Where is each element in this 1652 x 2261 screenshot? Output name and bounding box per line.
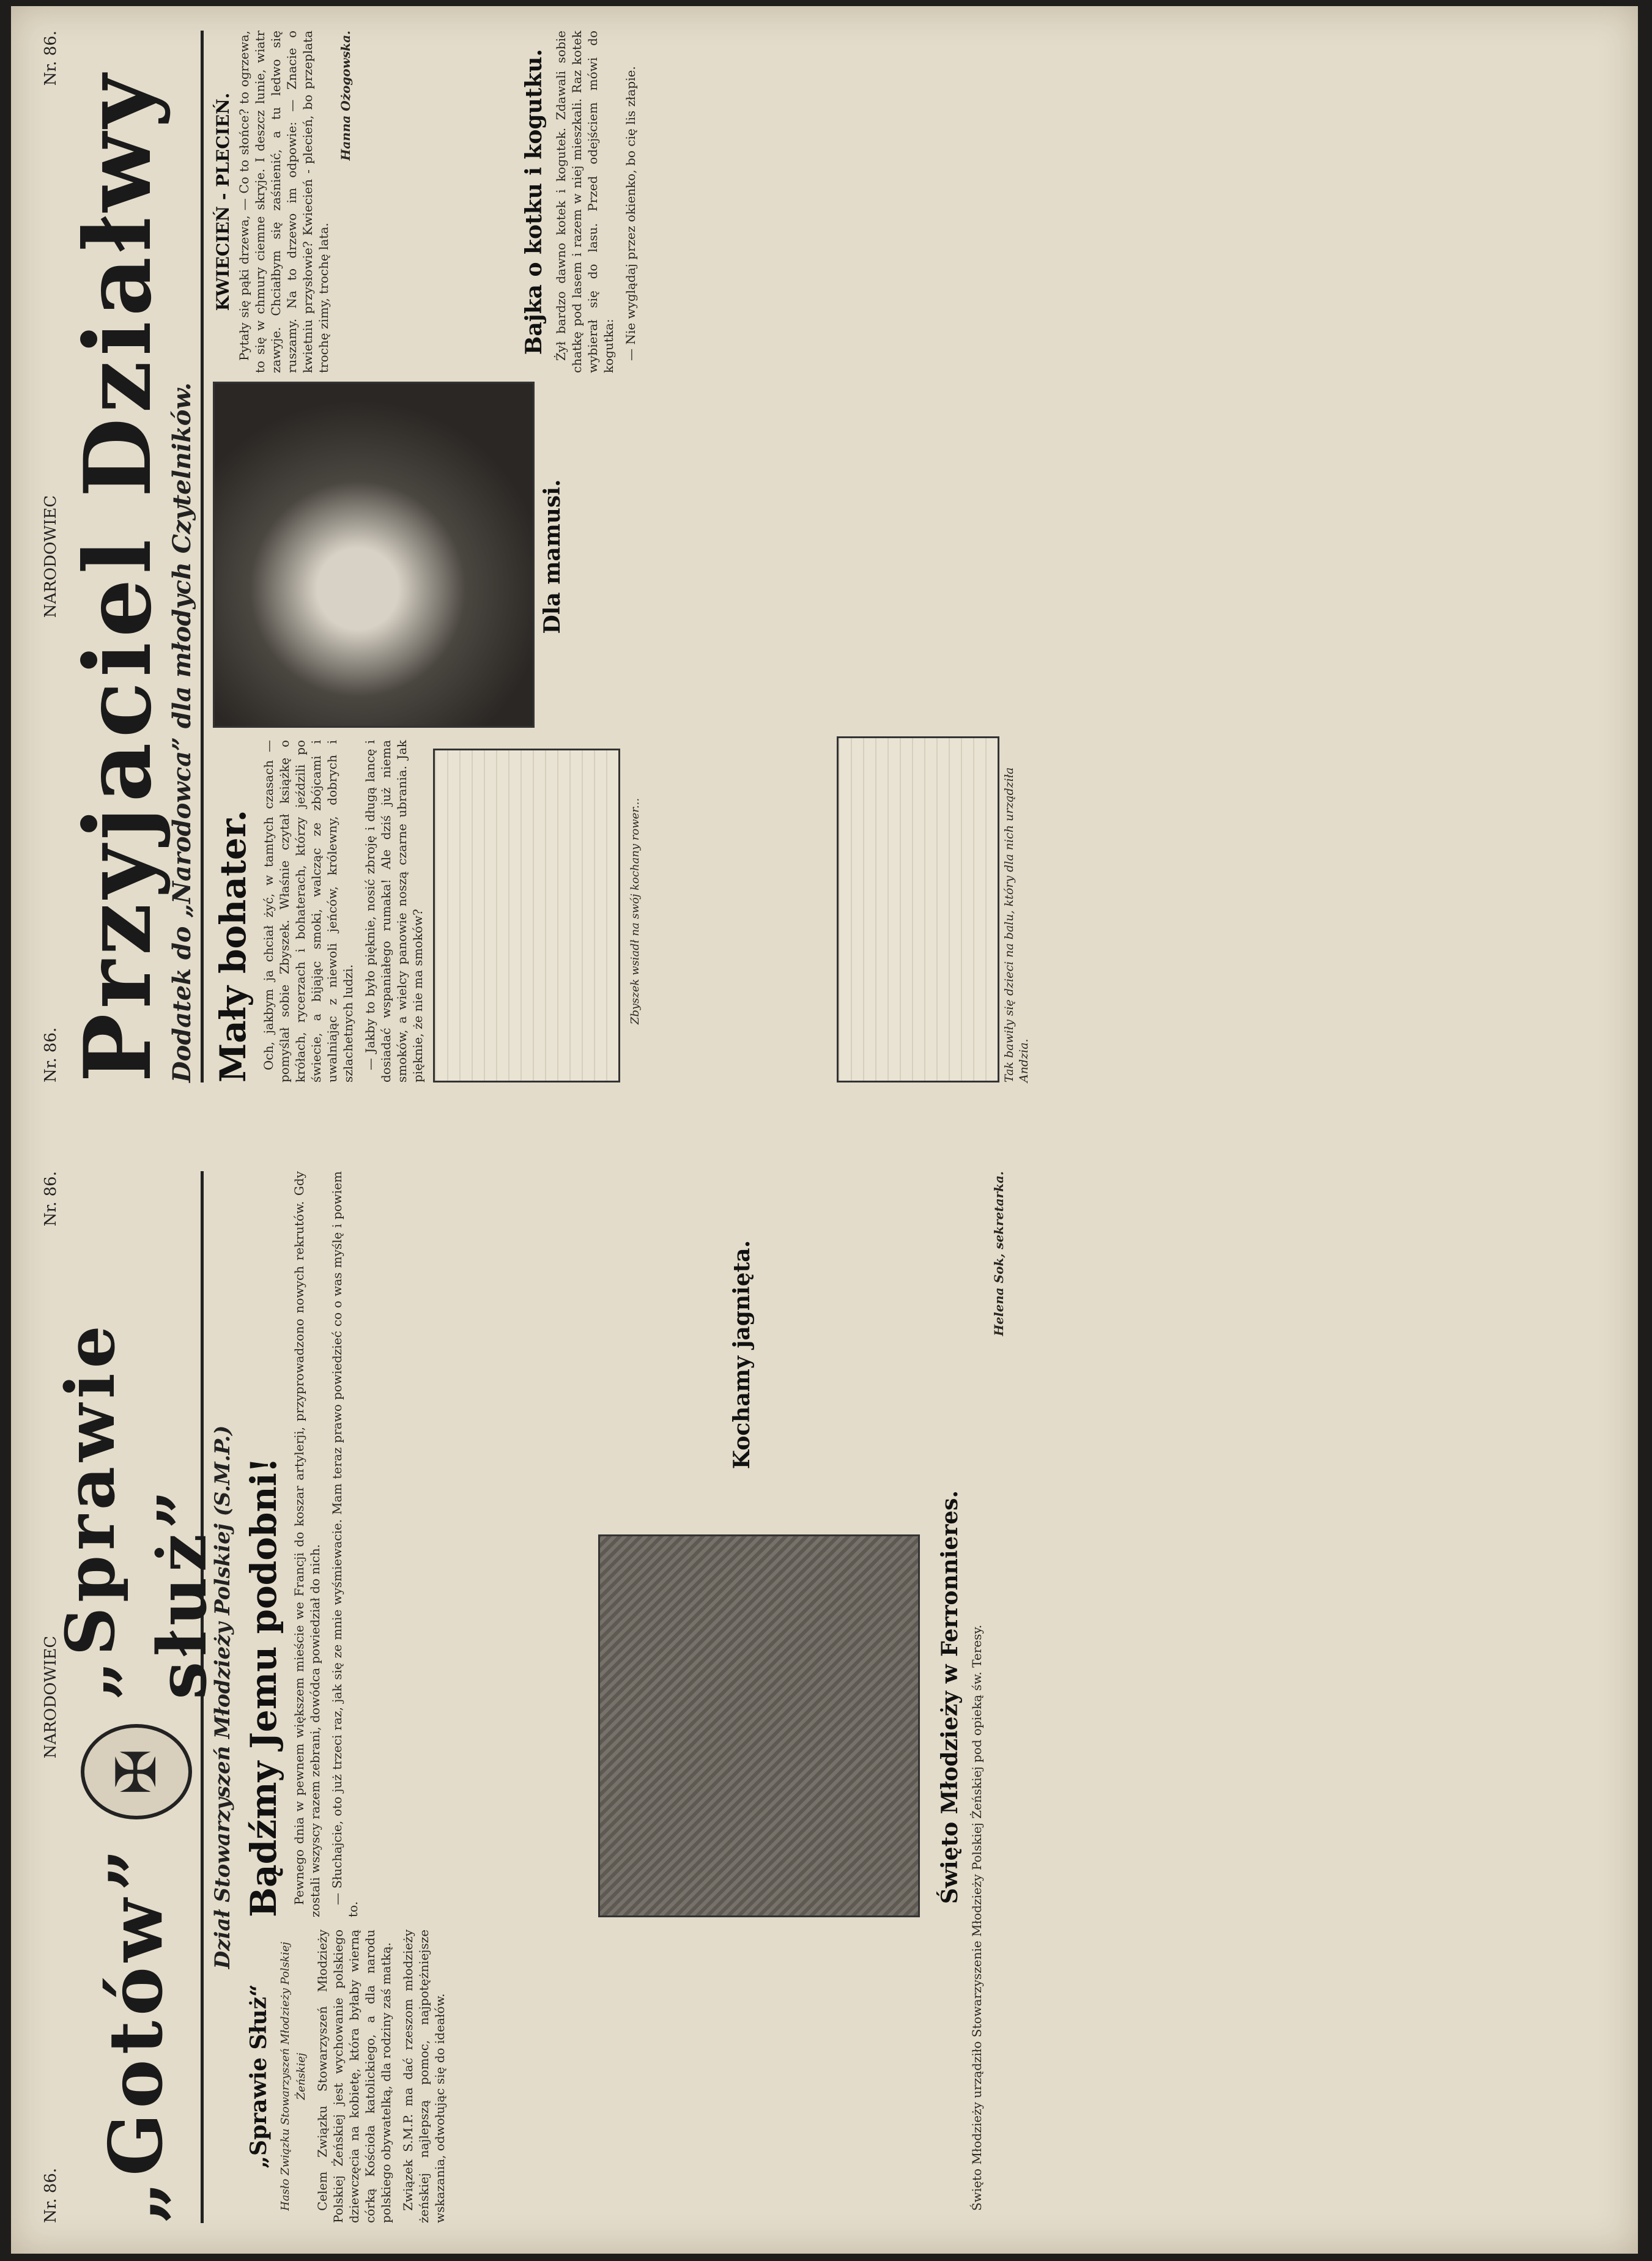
fable-title: Bajka o kotku i kogutku.	[521, 48, 547, 355]
lead-paragraph: Celem Związku Stowarzyszeń Młodzieży Polskiej Żeńskiej jest wychowanie polskiego dziewczęcia na kobietę, która byłaby wierną córką Kościoła katolickiego, a dla narodu polskiego obywatelką, dla rodziny zaś matką.	[315, 1930, 393, 2223]
lead-intro: Hasło Związku Stowarzyszeń Młodzieży Polskiej Żeńskiej	[279, 1942, 308, 2211]
poem-author: Hanna Ożogowska.	[338, 31, 353, 161]
lambs-photo	[598, 1534, 920, 1917]
masthead-title-left: „Gotów”	[93, 1844, 179, 2223]
poem-lines: Pytały się pąki drzewa, — Co to słońce? to ogrzewa, to się w chmury ciemne skryje. I deszcz lunie, wiatr zawyje. Chciałbym się zaśnienić, a tu ledwo się ruszamy. Na to drzewo im odpowie: — Znacie o kwietniu przysłowie? Kwiecień - plecień, bo przeplata trochę zimy, trochę lata.	[237, 31, 331, 373]
main-article	[243, 1171, 586, 1917]
cross-emblem-icon: ✠	[81, 1724, 192, 1820]
main-paragraph: — Słuchajcie, oto już trzeci raz, jak się ze mnie wyśmiewacie. Mam teraz prawo powiedzieć co o was myślę i powiem to.	[330, 1171, 360, 1917]
cycle-caption: Zbyszek wsiadł na swój kochany rower...	[629, 797, 642, 1025]
lead-article	[243, 1930, 916, 2223]
photo-caption: Dla mamusi.	[539, 479, 565, 634]
lead-paragraph: Związek S.M.P. ma dać rzeszom młodzieży żeńskiej najlepszą pomoc, najpotężniejsze wskazania, odwołując się do ideałów.	[401, 1930, 447, 2223]
paper-name: NARODOWIEC	[42, 1635, 60, 1759]
fable-paragraph: Żył bardzo dawno kotek i kogutek. Zdawali sobie chatkę pod lasem i razem w niej mieszkali. Raz kotek wybierał się do lasu. Przed odejściem mówi do kogutka:	[554, 31, 616, 373]
hero-paragraph: Och, jakbym ja chciał żyć, w tamtych czasach — pomyślał sobie Zbyszek. Właśnie czytał książkę o krółach, rycerzach i bohaterach, którzy jeździli po świecie, a bijając smoki, walcząc ze zbójcami i uwalniając z niewoli jeńców, królewny, dobrych i szlachetnych ludzi.	[261, 740, 355, 1082]
hero-title: Mały bohater.	[212, 809, 254, 1082]
issue-number-right: Nr. 86.	[42, 1171, 60, 1227]
photo-caption: Kochamy jagnięta.	[729, 1240, 755, 1470]
newspaper-scan	[11, 6, 1638, 2254]
lead-title: „Sprawie Służ“	[246, 1984, 272, 2169]
main-title: Bądźmy Jemu podobni!	[243, 1457, 284, 1917]
masthead-subtitle: Dodatek do „Narodowca” dla młodych Czytelników.	[168, 382, 196, 1082]
hero-paragraph: — Jakby to było pięknie, nosić zbroję i długą lancę i dosiadać wspaniałego rumaka! Ale dziś już niema smoków, a wielcy panowie noszą czarne ubrania. Jak pięknie, że nie ma smoków?	[363, 740, 425, 1082]
poem-title: KWIECIEŃ - PLECIEŃ.	[213, 92, 233, 311]
issue-number: Nr. 86.	[42, 1027, 60, 1082]
masthead-title: Przyjaciel Działwy	[64, 69, 172, 1082]
feast-article	[935, 1171, 1118, 2223]
main-paragraph: Pewnego dnia w pewnem większem mieście we Francji do koszar artylerji, przyprowadzono nowych rekrutów. Gdy zostali wszyscy razem zebrani, dowódca powiedział do nich.	[292, 1171, 322, 1917]
masthead-subtitle: Dział Stowarzyszeń Młodzieży Polskiej (S.M.P.)	[210, 1425, 235, 1969]
issue-number: Nr. 86.	[42, 2167, 60, 2223]
sheet-gotow	[29, 107, 1580, 2248]
issue-number-right: Nr. 86.	[42, 31, 60, 86]
feast-signature: Helena Sok, sekretarka.	[991, 1171, 1006, 1336]
feast-paragraph: Święto Młodzieży urządziło Stowarzyszenie Młodzieży Polskiej Żeńskiej pod opieką św. Teresy.	[969, 1624, 984, 2211]
fable-paragraph: — Nie wyglądaj przez okienko, bo cię lis złapie.	[623, 66, 638, 361]
cartoon-caption: Tak bawiły się dzieci na balu, który dla nich urządziła Andzia.	[1002, 767, 1031, 1082]
paper-name: NARODOWIEC	[42, 495, 60, 618]
feast-title: Święto Młodzieży w Ferronnieres.	[937, 1490, 963, 1904]
masthead-title-right: „Sprawie służ”	[51, 1320, 221, 1700]
